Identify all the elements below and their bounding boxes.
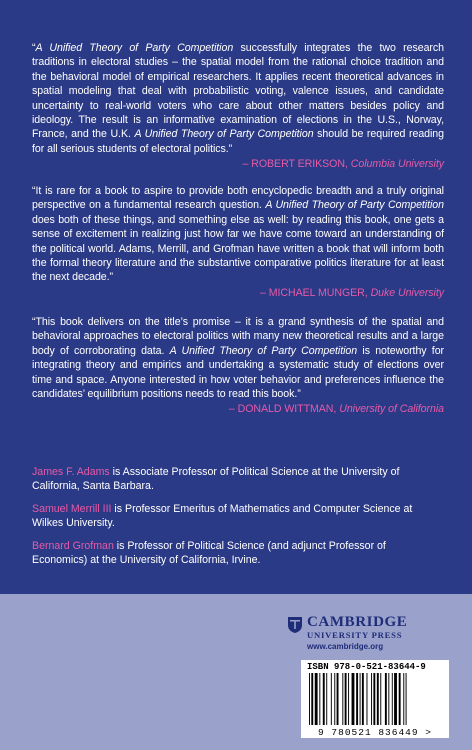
isbn-label: ISBN 978-0-521-83644-9 [307, 662, 426, 672]
quote-affiliation: Duke University [370, 286, 444, 299]
quote-affiliation: Columbia University [350, 158, 444, 171]
author-name: James F. Adams [32, 466, 110, 478]
barcode-icon [309, 673, 441, 725]
quote-text: “It is rare for a book to aspire to provide both encyclopedic breadth and a truly original perspective on a fundamental research question. A Unified Theory of Party Competition does both of these things, and something else as well: by reading this book, one gets a sense of excitement in realizing just how far we have come toward an understanding of the political world. Adams, Merrill, and Grofman have written a book that will inform both the formal theory literature and the substantive comparative politics literature for at least the next decade.” [32, 185, 444, 284]
quote-affiliation: University of California [339, 403, 444, 416]
bio-adams [32, 465, 444, 494]
quote-attribution [32, 157, 444, 171]
publisher-url: www.cambridge.org [307, 642, 384, 651]
quote-author: – DONALD WITTMAN, [228, 403, 337, 416]
quote-wittman [32, 315, 444, 417]
author-bio: is Associate Professor of Political Science at the University of California, Santa Barbara. [32, 466, 400, 493]
author-bio: is Professor of Political Science (and adjunct Professor of Economics) at the University of California, Irvine. [32, 540, 386, 567]
quote-munger [32, 184, 444, 300]
quote-erikson [32, 41, 444, 172]
author-name: Bernard Grofman [32, 540, 114, 552]
quote-text: “A Unified Theory of Party Competition successfully integrates the two research traditions in electoral studies – the spatial model from the rational choice tradition and the behavioral model of empirical researchers. It applies recent theoretical advances in spatial modeling that deal with probabilistic voting, valence issues, and candidate uncertainty to real-world voters who care about other matters besides policy and ideology. The result is an informative examination of elections in the U.S., Norway, France, and the U.K. A Unified Theory of Party Competition should be required reading for all serious students of electoral politics.” [32, 42, 444, 155]
bio-merrill [32, 502, 444, 531]
publisher-name: CAMBRIDGE [307, 614, 408, 630]
quote-author: – ROBERT ERIKSON, [242, 158, 348, 171]
crest-icon [287, 616, 303, 634]
quote-text: “This book delivers on the title’s promise – it is a grand synthesis of the spatial and behavioral approaches to electoral politics with many new theoretical results and a large body of corroborating data. A Unified Theory of Party Competition is noteworthy for integrating theory and empirics and undertaking a systematic study of elections over time and space. Anyone interested in how voter behavior and preferences influence the candidates’ equilibrium positions needs to read this book.” [32, 316, 445, 401]
publisher-logo [289, 614, 429, 652]
author-bio: is Professor Emeritus of Mathematics and Computer Science at Wilkes University. [32, 503, 413, 530]
isbn-digits: 9 780521 836449 > [318, 727, 432, 738]
quote-author: – MICHAEL MUNGER, [260, 286, 368, 299]
quote-attribution [32, 402, 444, 416]
publisher-sub: UNIVERSITY PRESS [307, 630, 403, 640]
author-name: Samuel Merrill III [32, 503, 112, 515]
quote-attribution [32, 286, 444, 300]
barcode [301, 660, 449, 738]
bio-grofman [32, 539, 444, 568]
